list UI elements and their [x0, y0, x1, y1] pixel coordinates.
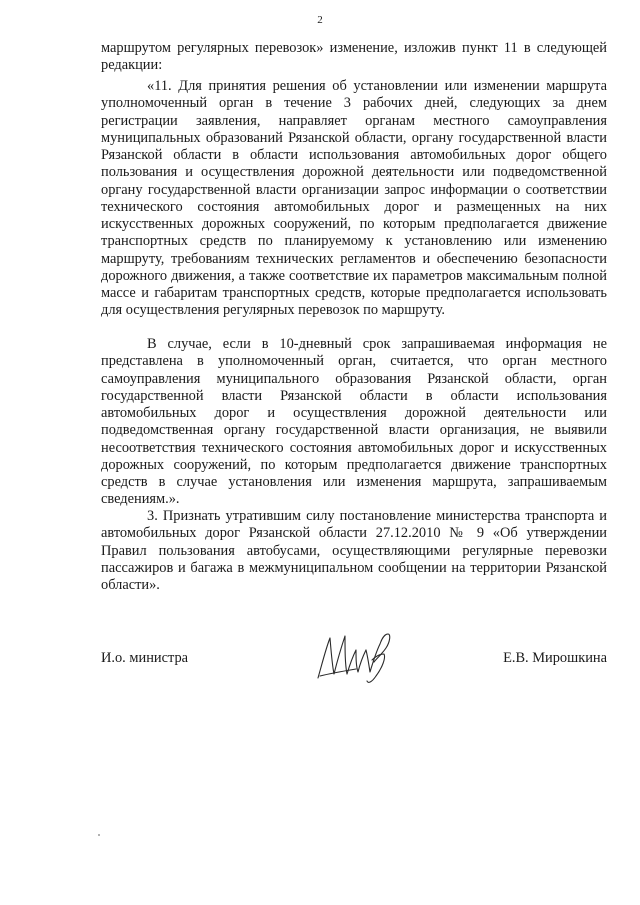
- handwritten-signature: [312, 624, 402, 684]
- scan-dot: [98, 834, 100, 836]
- signatory-title: И.о. министра: [101, 650, 189, 666]
- paragraph-intro: маршрутом регулярных перевозок» изменение, изложив пункт 11 в следующей редакции:: [101, 40, 607, 74]
- paragraph-item-11: «11. Для принятия решения об установлении или изменении маршрута уполномоченный орган в течение 3 рабочих дней, следующих за днем регистрации заявления, направляет органам местного самоуправления муниципальных образований Рязанской области, органу государственной власти Рязанской области в области использования автомобильных дорог общего пользования и осуществления дорожной деятельности или подведомственной органу государственной власти организации запрос информации о соответствии технического состояния автомобильных дорог и размещенных на них искусственных дорожных сооружений, по которым предполагается движение транспортных средств по планируемому к установлению или изменению маршруту, требованиям технических регламентов и обеспечению безопасности дорожного движения, а также соответствие их параметров максимальным полной массе и габаритам транспортных средств, которые предполагается использовать для осуществления регулярных перевозок по маршруту.: [101, 78, 607, 319]
- paragraph-ten-day-term: В случае, если в 10-дневный срок запрашиваемая информация не представлена в уполномоченный орган, считается, что орган местного самоуправления муниципального образования Рязанской области, орган государственной власти Рязанской области в области использования автомобильных дорог и осуществления дорожной деятельности или подведомственная органу государственной власти организация, не выявили несоответствия технического состояния автомобильных дорог и искусственных дорожных сооружений, по которым предполагается движение транспортных средств в случае установления или изменения маршрута, запрашиваемым сведениям.».: [101, 336, 607, 508]
- signatory-name: Е.В. Мирошкина: [503, 650, 607, 666]
- page-number: 2: [317, 14, 323, 26]
- paragraph-item-3: 3. Признать утратившим силу постановление министерства транспорта и автомобильных дорог Рязанской области 27.12.2010 № 9 «Об утверждении Правил пользования автобусами, осуществляющими регулярные перевозки пассажиров и багажа в межмуниципальном сообщении на территории Рязанской области».: [101, 508, 607, 593]
